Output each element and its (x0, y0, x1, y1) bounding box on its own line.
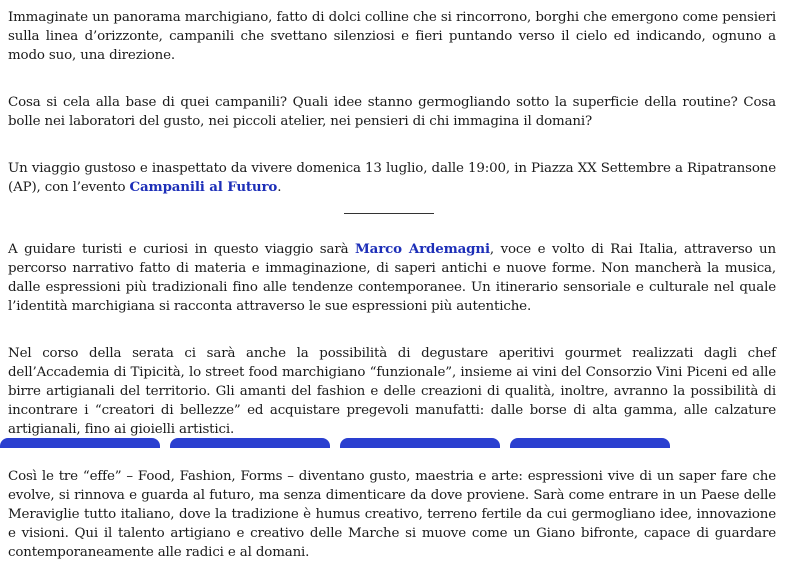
paragraph-tasting: Nel corso della serata ci sarà anche la possibilità di degustare aperitivi gourmet realizzati dagli chef dell’Accademia di Tipicità, lo street food marchigiano “funzionale”, insieme ai vini del Consorzio Vini Piceni ed alle birre artigianali del territorio. Gli amanti del fashion e delle creazioni di qualità, inoltre, avranno la possibilità di incontrare i “creatori di bellezze” ed acquistare pregevoli manufatti: dalle borse di alta gamma, alle calzature artigianali, fino ai gioielli artistici. (8, 346, 776, 437)
paragraph-questions: Cosa si cela alla base di quei campanili? Quali idee stanno germogliando sotto la superficie della routine? Cosa bolle nei laboratori del gusto, nei piccoli atelier, nei pensieri di chi immagina il domani? (8, 95, 776, 129)
bottom-tab-bar (0, 438, 787, 448)
bottom-tab-2[interactable] (170, 438, 330, 448)
event-text-end: . (277, 180, 282, 195)
event-text: Un viaggio gustoso e inaspettato da vivere domenica 13 luglio, dalle 19:00, in Piazza XX Settembre a Ripatransone (AP), con l’evento (8, 161, 776, 195)
event-link[interactable]: Campanili al Futuro (129, 179, 278, 195)
paragraph-event (8, 159, 776, 197)
paragraph-guide (8, 240, 776, 316)
guide-text: A guidare turisti e curiosi in questo viaggio sarà (8, 242, 355, 257)
bottom-tab-4[interactable] (510, 438, 670, 448)
section-divider (344, 213, 434, 214)
bottom-tab-3[interactable] (340, 438, 500, 448)
bottom-tab-1[interactable] (0, 438, 160, 448)
host-link[interactable]: Marco Ardemagni (355, 241, 490, 257)
guide-text-rest: , voce e volto di Rai Italia, attraverso un percorso narrativo fatto di materia e immaginazione, di saperi antichi e nuove forme. Non mancherà la musica, dalle espressioni più tradizionali fino alle tendenze contemporanee. Un itinerario sensoriale e culturale nel quale l’identità marchigiana si racconta attraverso le sue espressioni più autentiche. (8, 242, 777, 314)
paragraph-intro: Immaginate un panorama marchigiano, fatto di dolci colline che si rincorrono, borghi che emergono come pensieri sulla linea d’orizzonte, campanili che svettano silenziosi e fieri puntando verso il cielo ed indicando, ognuno a modo suo, una direzione. (8, 10, 776, 63)
paragraph-three-f: Così le tre “effe” – Food, Fashion, Forms – diventano gusto, maestria e arte: espressioni vive di un saper fare che evolve, si rinnova e guarda al futuro, ma senza dimenticare da dove proviene. Sarà come entrare in un Paese delle Meraviglie tutto italiano, dove la tradizione è humus creativo, terreno fertile da cui germogliano idee, innovazione e visioni. Qui il talento artigiano e creativo delle Marche si muove come un Giano bifronte, capace di guardare contemporaneamente alle radici e al domani. (8, 469, 776, 560)
section-divider-wrap (8, 197, 776, 227)
article-body (8, 0, 776, 562)
